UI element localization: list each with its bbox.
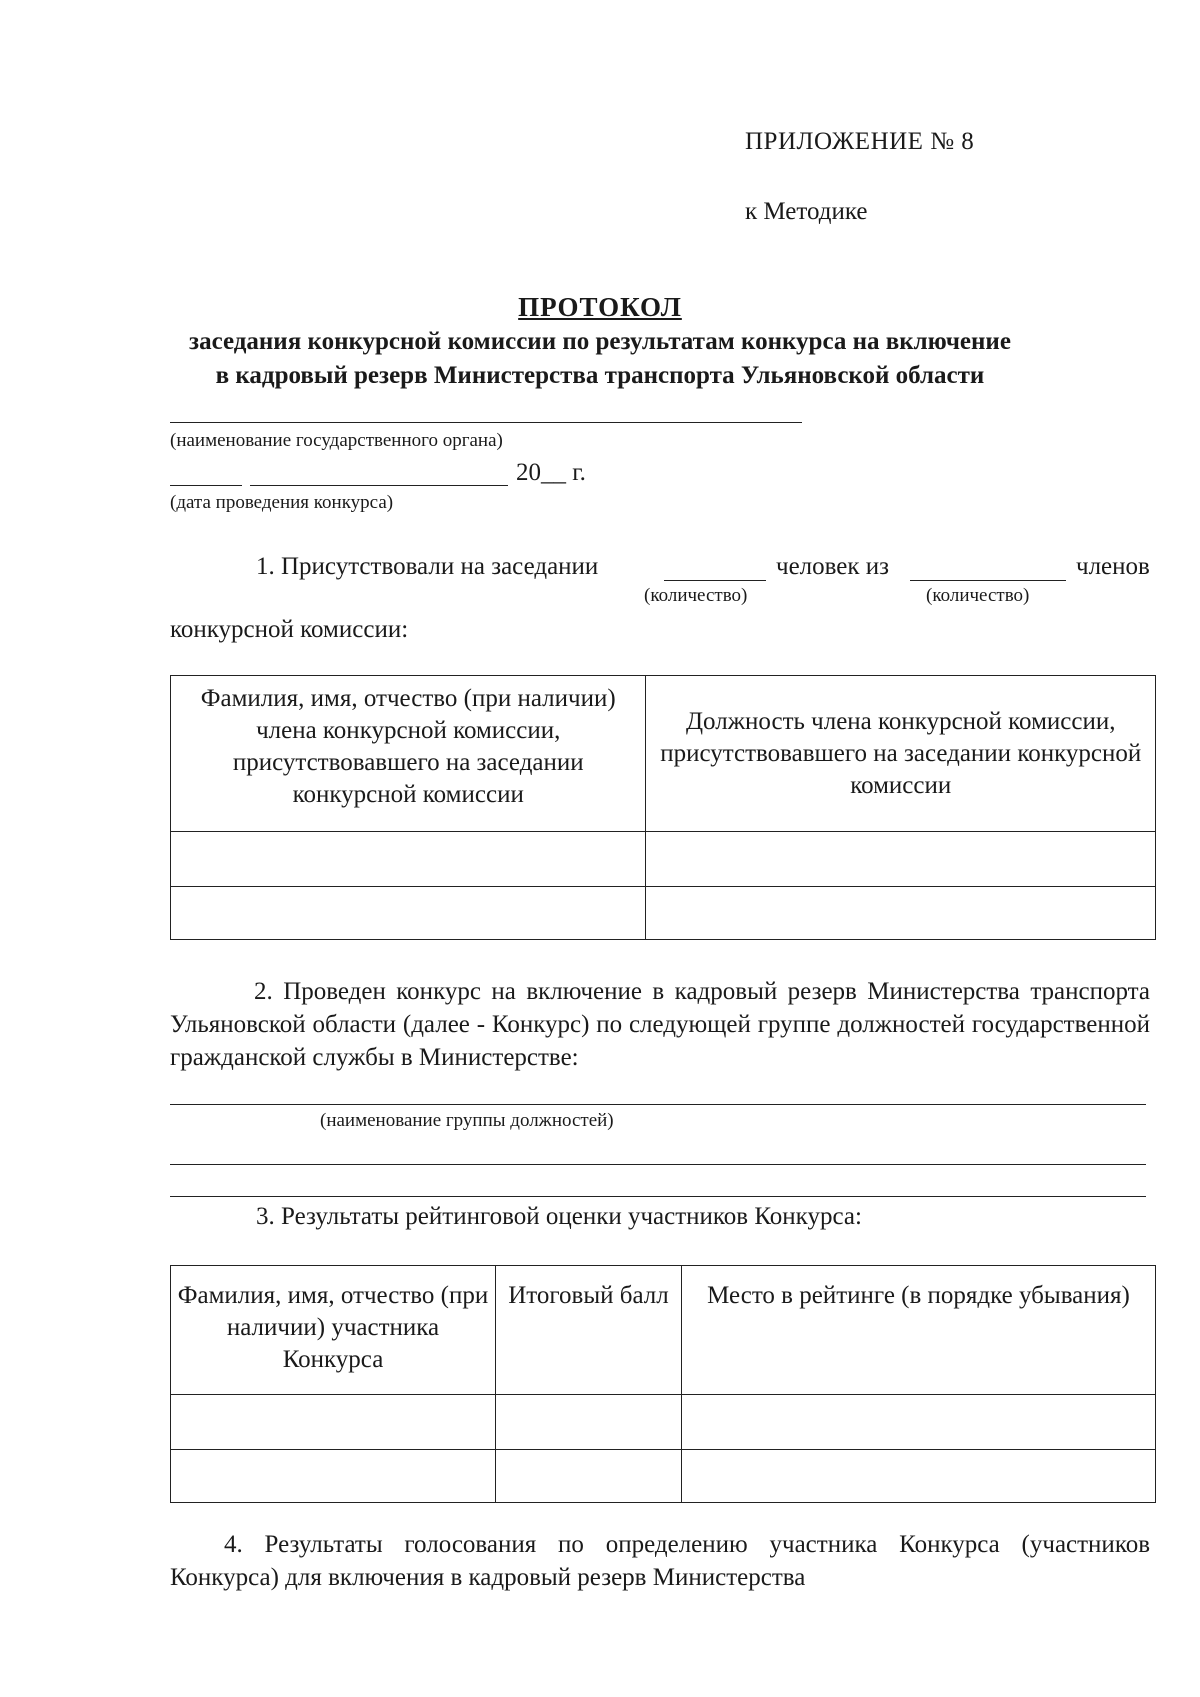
table-row [171,887,1156,940]
section2-text: 2. Проведен конкурс на включение в кадровый резерв Министерства транспорта Ульяновской области (далее - Конкурс) по следующей группе должностей государственной гражданской службы в Министерстве: [170,978,1150,1071]
section1-attendance-text: 1. Присутствовали на заседании [256,553,599,580]
document-subtitle-line1: заседания конкурсной комиссии по результатам конкурса на включение [189,328,1011,355]
header-participant-name: Фамилия, имя, отчество (при наличии) участника Конкурса [171,1266,496,1395]
table-cell [646,832,1156,887]
appendix-reference: к Методике [745,198,868,225]
date-caption: (дата проведения конкурса) [170,492,394,513]
table-row [171,1450,1156,1503]
table-header-row [171,676,1156,832]
members-count-line [910,580,1066,581]
section1-people-from-text: человек из [776,553,890,580]
rating-results-table [170,1265,1156,1503]
organ-name-caption: (наименование государственного органа) [170,430,503,451]
section4-paragraph [170,1528,1150,1594]
table-row [171,1395,1156,1450]
table-cell [171,1395,496,1450]
table-cell [496,1450,682,1503]
members-count-caption: (количество) [926,585,1030,606]
date-month-line [250,485,508,486]
header-member-position: Должность члена конкурсной комиссии, присутствовавшего на заседании конкурсной комиссии [646,676,1156,832]
position-group-line-1 [170,1104,1146,1105]
table-cell [682,1395,1156,1450]
table-cell [171,832,646,887]
commission-members-table [170,675,1156,940]
position-group-line-3 [170,1196,1146,1197]
document-title: ПРОТОКОЛ [518,292,682,322]
header-final-score: Итоговый балл [496,1266,682,1395]
position-group-caption: (наименование группы должностей) [320,1110,614,1131]
section3-heading: 3. Результаты рейтинговой оценки участников Конкурса: [256,1203,862,1230]
table-cell [171,1450,496,1503]
attendance-count-line [664,580,766,581]
position-group-line-2 [170,1164,1146,1165]
table-cell [682,1450,1156,1503]
section2-paragraph [170,975,1150,1074]
document-subtitle-line2: в кадровый резерв Министерства транспорта Ульяновской области [215,362,985,389]
section4-text: 4. Результаты голосования по определению участника Конкурса (участников Конкурса) для включения в кадровый резерв Министерства [170,1531,1150,1591]
table-header-row [171,1266,1156,1395]
section1-continuation: конкурсной комиссии: [170,616,409,643]
date-year-text: 20__ г. [516,459,586,486]
table-cell [496,1395,682,1450]
attendance-count-caption: (количество) [644,585,748,606]
organ-name-line [170,422,802,423]
table-row [171,832,1156,887]
table-cell [171,887,646,940]
header-rating-place: Место в рейтинге (в порядке убывания) [682,1266,1156,1395]
date-day-line [170,485,242,486]
section1-members-text: членов [1076,553,1150,580]
appendix-number: ПРИЛОЖЕНИЕ № 8 [745,128,975,155]
table-cell [646,887,1156,940]
header-member-name: Фамилия, имя, отчество (при наличии) члена конкурсной комиссии, присутствовавшего на заседании конкурсной комиссии [171,676,646,832]
